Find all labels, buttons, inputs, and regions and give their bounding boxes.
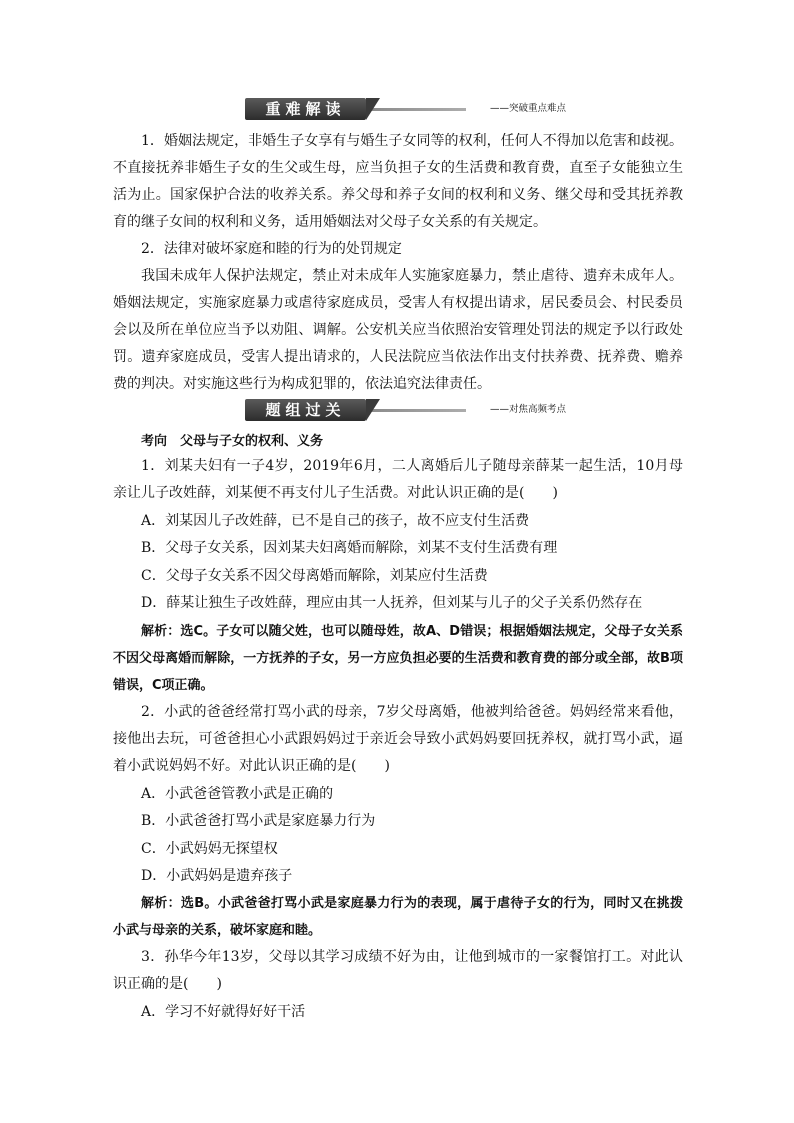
question-3-stem: 3．孙华今年13岁，父母以其学习成绩不好为由，让他到城市的一家餐馆打工。对此认识正确的是( ) bbox=[113, 949, 683, 992]
question-2-option-c: C．小武妈妈无探望权 bbox=[141, 841, 278, 857]
banner-tag: ——突破重点难点 bbox=[466, 98, 568, 120]
question-2-option-a: A．小武爸爸管教小武是正确的 bbox=[141, 786, 334, 802]
section-banner-key-points bbox=[245, 98, 568, 120]
question-1-option-c: C．父母子女关系不因父母离婚而解除，刘某应付生活费 bbox=[141, 568, 488, 584]
banner-slant bbox=[366, 98, 380, 120]
question-2-option-b: B．小武爸爸打骂小武是家庭暴力行为 bbox=[141, 813, 376, 829]
banner-title-box bbox=[245, 399, 366, 421]
banner-slant bbox=[366, 399, 380, 421]
banner-title: 题组过关 bbox=[265, 401, 346, 419]
banner-title-box bbox=[245, 98, 366, 120]
topic-heading: 考向 父母与子女的权利、义务 bbox=[141, 434, 324, 449]
question-1-option-b: B．父母子女关系，因刘某夫妇离婚而解除，刘某不支付生活费有理 bbox=[141, 540, 558, 556]
question-3-option-a: A．学习不好就得好好干活 bbox=[141, 1004, 306, 1020]
key-point-1: 1．婚姻法规定，非婚生子女享有与婚生子女同等的权利，任何人不得加以危害和歧视。不直接抚养非婚生子女的生父或生母，应当负担子女的生活费和教育费，直至子女能独立生活为止。国家保护合法的收养关系。养父母和养子女间的权利和义务、继父母和受其抚养教育的继子女间的权利和义务，适用婚姻法对父母子女关系的有关规定。 bbox=[113, 133, 683, 230]
key-point-2-title: 2．法律对破坏家庭和睦的行为的处罚规定 bbox=[141, 241, 402, 257]
banner-title: 重难解读 bbox=[265, 100, 346, 118]
question-1-stem: 1．刘某夫妇有一子4岁，2019年6月，二人离婚后儿子随母亲薛某一起生活，10月母亲让儿子改姓薛，刘某便不再支付儿子生活费。对此认识正确的是( ) bbox=[113, 458, 683, 501]
question-1-option-a: A．刘某因儿子改姓薛，已不是自己的孩子，故不应支付生活费 bbox=[141, 513, 530, 529]
banner-tag: ——对焦高频考点 bbox=[466, 399, 568, 421]
question-2-option-d: D．小武妈妈是遗弃孩子 bbox=[141, 868, 293, 884]
question-1-option-d: D．薛某让独生子改姓薛，理应由其一人抚养，但刘某与儿子的父子关系仍然存在 bbox=[141, 595, 643, 611]
key-point-2-body: 我国未成年人保护法规定，禁止对未成年人实施家庭暴力，禁止虐待、遗弃未成年人。婚姻法规定，实施家庭暴力或虐待家庭成员，受害人有权提出请求，居民委员会、村民委员会以及所在单位应当予以劝阻、调解。公安机关应当依照治安管理处罚法的规定予以行政处罚。遗弃家庭成员，受害人提出请求的，人民法院应当依法作出支付扶养费、抚养费、赡养费的判决。对实施这些行为构成犯罪的，依法追究法律责任。 bbox=[113, 268, 683, 392]
section-banner-practice bbox=[245, 399, 568, 421]
question-1-analysis: 解析：选C。子女可以随父姓，也可以随母姓，故A、D错误；根据婚姻法规定，父母子女关系不因父母离婚而解除，一方抚养的子女，另一方应负担必要的生活费和教育费的部分或全部，故B项错误，C项正确。 bbox=[113, 624, 683, 693]
question-2-stem: 2．小武的爸爸经常打骂小武的母亲，7岁父母离婚，他被判给爸爸。妈妈经常来看他，接他出去玩，可爸爸担心小武跟妈妈过于亲近会导致小武妈妈要回抚养权，就打骂小武，逼着小武说妈妈不好。对此认识正确的是( ) bbox=[113, 704, 683, 774]
question-2-analysis: 解析：选B。小武爸爸打骂小武是家庭暴力行为的表现，属于虐待子女的行为，同时又在挑拨小武与母亲的关系，破坏家庭和睦。 bbox=[113, 896, 683, 938]
